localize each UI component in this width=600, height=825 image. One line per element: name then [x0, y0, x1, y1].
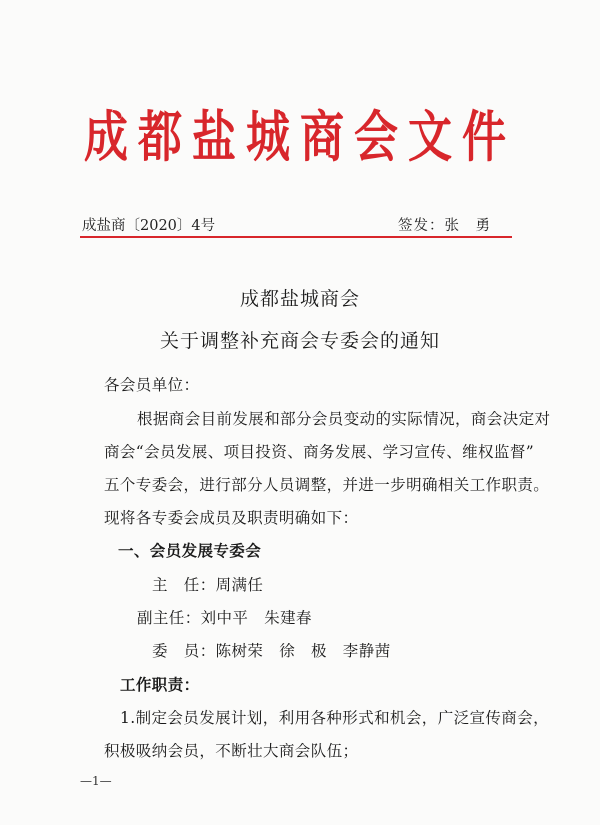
director-line: 主 任：周满任 [152, 576, 264, 594]
document-number: 成盐商〔2020〕4号 [82, 218, 216, 234]
masthead-title: 成都盐城商会文件 [84, 105, 516, 170]
body-line: 现将各专委会成员及职责明确如下： [104, 509, 359, 527]
signer: 签发：张 勇 [398, 218, 491, 234]
body-line: 五个专委会，进行部分人员调整，并进一步明确相关工作职责。 [104, 476, 550, 494]
salutation: 各会员单位： [104, 376, 200, 394]
section-heading: 一、会员发展专委会 [118, 542, 262, 560]
duty-line: 1.制定会员发展计划，利用各种形式和机会，广泛宣传商会， [120, 709, 549, 727]
duties-heading: 工作职责： [120, 676, 200, 694]
deputy-line: 副主任：刘中平 朱建春 [137, 609, 312, 627]
notice-title: 关于调整补充商会专委会的通知 [159, 330, 440, 352]
body-line: 根据商会目前发展和部分会员变动的实际情况，商会决定对 [137, 410, 551, 428]
duty-line: 积极吸纳会员，不断壮大商会队伍； [104, 742, 359, 760]
body-line: 商会“会员发展、项目投资、商务发展、学习宣传、维权监督” [104, 443, 535, 461]
red-divider [80, 236, 512, 238]
organization-title: 成都盐城商会 [239, 288, 360, 310]
members-line: 委 员：陈树荣 徐 极 李静茜 [152, 642, 391, 660]
page-number: —1— [80, 774, 112, 788]
